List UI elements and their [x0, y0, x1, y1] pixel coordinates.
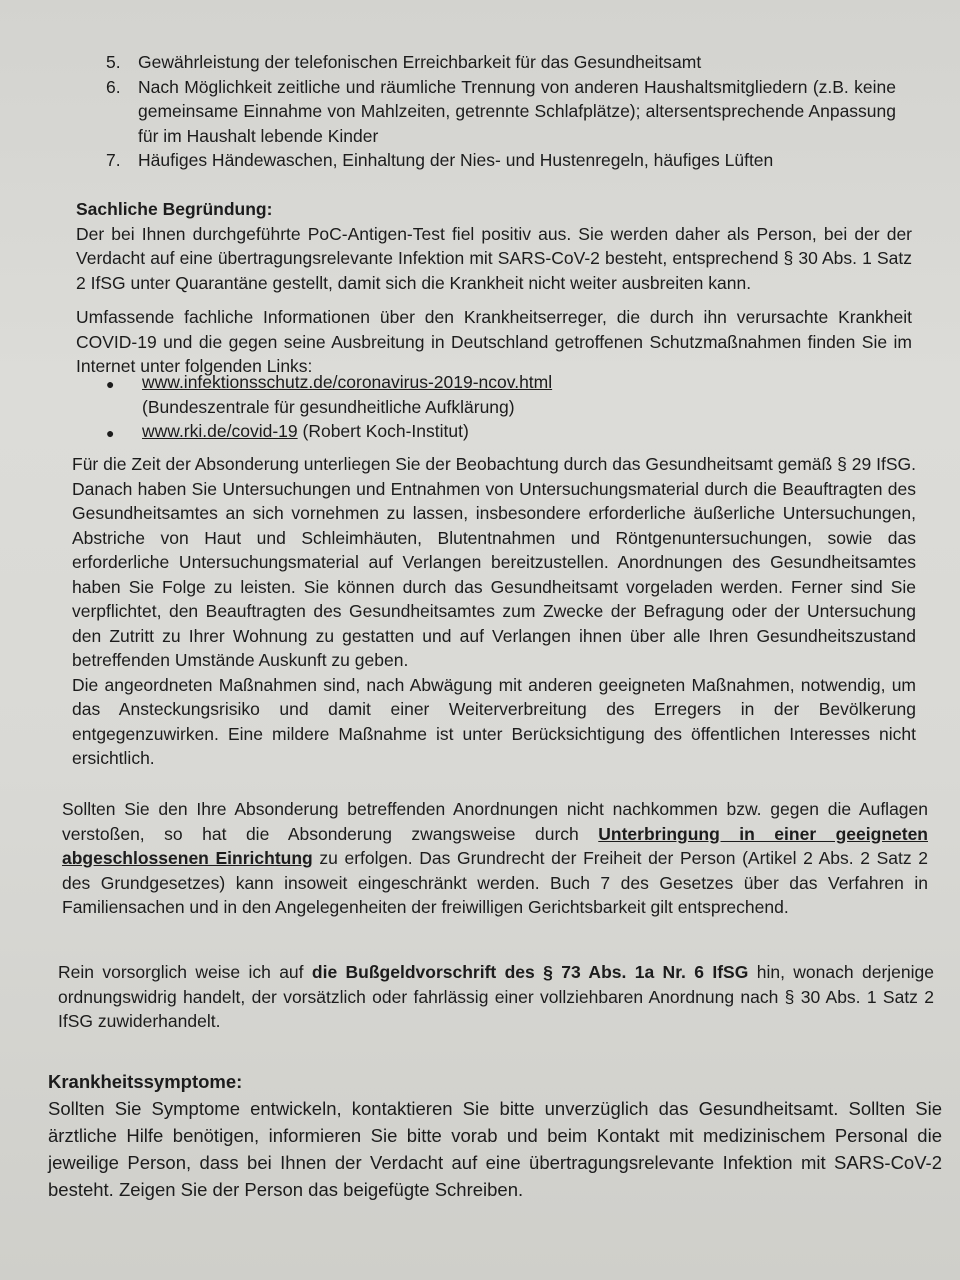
emphasis-text: die Bußgeldvorschrift des § 73 Abs. 1a Nr. 6 IfSG	[311, 962, 749, 982]
section-heading: Sachliche Begründung:	[76, 199, 273, 219]
list-item-number: 5.	[106, 52, 121, 72]
bullet-icon: ●	[106, 376, 115, 392]
list-item-number: 7.	[106, 150, 121, 170]
measures-list	[106, 50, 896, 173]
paragraph	[62, 797, 928, 920]
krankheitssymptome-section	[48, 1068, 942, 1203]
paragraph: Umfassende fachliche Informationen über den Krankheitserreger, die durch ihn verursachte Krankheit COVID-19 und die gegen seine Ausbreitung in Deutschland getroffenen Schutzmaßnahmen finden Sie im Internet unter folgenden Links:	[76, 307, 912, 376]
section-heading: Krankheitssymptome:	[48, 1071, 243, 1092]
link-rki[interactable]: www.rki.de/covid-19	[142, 421, 298, 441]
paragraph: Sollten Sie Symptome entwickeln, kontaktieren Sie bitte unverzüglich das Gesundheitsamt. Sollten Sie ärztliche Hilfe benötigen, informieren Sie bitte vorab und beim Kontakt mit medizinischem Personal die jeweilige Person, dass bei Ihnen der Verdacht auf eine übertragungsrelevante Infektion mit SARS-CoV-2 besteht. Zeigen Sie der Person das beigefügte Schreiben.	[48, 1098, 942, 1200]
zwang-section	[62, 797, 928, 920]
list-item-number: 6.	[106, 76, 121, 97]
emphasis-text: Unterbringung in einer geeigneten abgeschlossenen Einrichtung	[62, 823, 928, 868]
link-note: (Robert Koch-Institut)	[302, 421, 469, 441]
list-item	[106, 370, 806, 419]
link-note: (Bundeszentrale für gesundheitliche Aufklärung)	[142, 396, 515, 417]
bussgeld-section	[58, 960, 934, 1034]
list-item	[106, 75, 896, 149]
list-item-text: Gewährleistung der telefonischen Erreichbarkeit für das Gesundheitsamt	[138, 52, 702, 72]
paragraph: Die angeordneten Maßnahmen sind, nach Abwägung mit anderen geeigneten Maßnahmen, notwendig, um das Ansteckungsrisiko und damit einer Weiterverbreitung des Erregers in der Bevölkerung entgegenzuwirken. Eine mildere Maßnahme ist unter Berücksichtigung des öffentlichen Interesses nicht ersichtlich.	[72, 674, 916, 768]
list-item	[106, 50, 896, 75]
paragraph: Der bei Ihnen durchgeführte PoC-Antigen-Test fiel positiv aus. Sie werden daher als Person, bei der der Verdacht auf eine übertragungsrelevante Infektion mit SARS-CoV-2 besteht, entsprechend § 30 Abs. 1 Satz 2 IfSG unter Quarantäne gestellt, damit sich die Krankheit nicht weiter ausbreiten kann.	[76, 223, 912, 293]
text-run: zu erfolgen. Das Grundrecht der Freiheit der Person (Artikel 2 Abs. 2 Satz 2 des Grundgesetzes) kann insoweit eingeschränkt werden. Buch 7 des Gesetzes über das Verfahren in Familiensachen und in den Angelegenheiten der freiwilligen Gerichtsbarkeit gilt entsprechend.	[62, 848, 928, 917]
list-item-text: Häufiges Händewaschen, Einhaltung der Nies- und Hustenregeln, häufiges Lüften	[138, 150, 774, 170]
text-run: Sollten Sie den Ihre Absonderung betreffenden Anordnungen nicht nachkommen bzw. gegen die Auflagen verstoßen, so hat die Absonderung zwangsweise durch	[62, 799, 928, 844]
paragraph: Für die Zeit der Absonderung unterliegen Sie der Beobachtung durch das Gesundheitsamt gemäß § 29 IfSG. Danach haben Sie Untersuchungen und Entnahmen von Untersuchungsmaterial durch die Beauftragten des Gesundheitsamtes an sich vornehmen zu lassen, insbesondere erforderliche äußerliche Untersuchungen, Abstriche von Haut und Schleimhäuten, Blutentnahmen und Röntgenuntersuchungen, sowie das erforderliche Untersuchungsmaterial auf Verlangen bereitzustellen. Anordnungen des Gesundheitsamtes haben Sie Folge zu leisten. Sie können durch das Gesundheitsamt vorgeladen werden. Ferner sind Sie verpflichtet, den Beauftragten des Gesundheitsamtes zum Zwecke der Befragung oder der Untersuchung den Zutritt zu Ihrer Wohnung zu gestatten und auf Verlangen ihnen über alle Ihren Gesundheitszustand betreffenden Umstände Auskunft zu geben.	[72, 454, 916, 670]
text-run: hin, wonach derjenige ordnungswidrig handelt, der vorsätzlich oder fahrlässig einer vollziehbaren Anordnung nach § 30 Abs. 1 Satz 2 IfSG zuwiderhandelt.	[58, 962, 934, 1031]
list-item	[106, 419, 806, 446]
paragraph	[58, 960, 934, 1034]
beobachtung-section	[72, 452, 916, 771]
link-bzga[interactable]: www.infektionsschutz.de/coronavirus-2019-ncov.html	[142, 372, 553, 392]
bullet-icon: ●	[106, 425, 115, 441]
text-run: Rein vorsorglich weise ich auf	[58, 962, 312, 982]
list-item	[106, 148, 896, 173]
list-item-text: Nach Möglichkeit zeitliche und räumliche Trennung von anderen Haushaltsmitgliedern (z.B. keine gemeinsame Einnahme von Mahlzeiten, getrennte Schlafplätze); altersentsprechende Anpassung für im Haushalt lebende Kinder	[138, 76, 896, 146]
sachliche-begruendung-section	[76, 197, 912, 379]
links-list	[106, 370, 806, 446]
